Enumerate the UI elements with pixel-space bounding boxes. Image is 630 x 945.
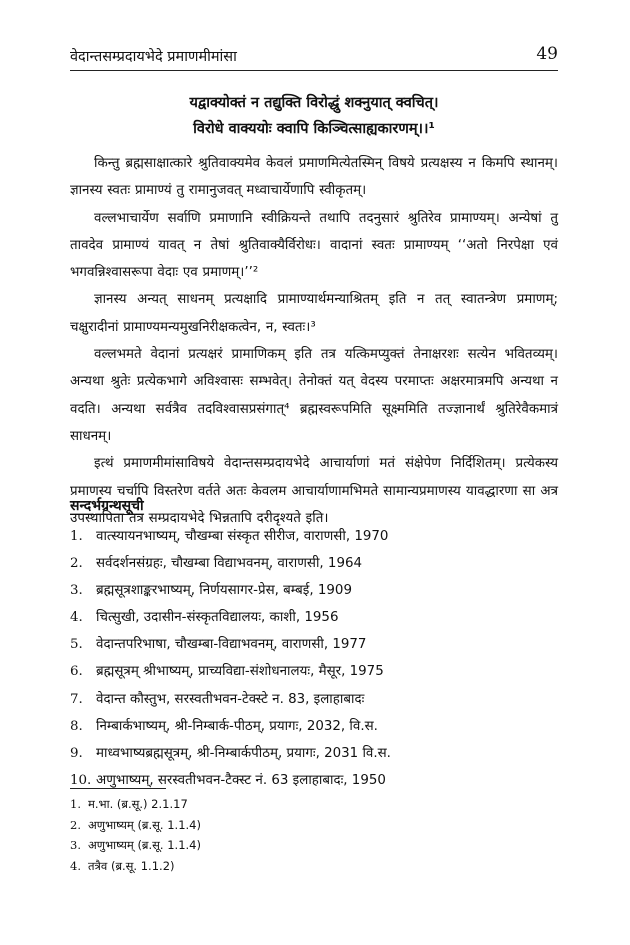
paragraph: किन्तु ब्रह्मसाक्षात्कारे श्रुतिवाक्यमेव केवलं प्रमाणमित्येतस्मिन् विषये प्रत्यक्षस्य न किमपि स्थानम्। ज्ञानस्य स्वतः प्रामाण्यं तु रामानुजवत् मध्वाचार्येणापि स्वीकृतम्। [70,156,558,199]
paragraph: वल्लभाचार्येण सर्वाणि प्रमाणानि स्वीक्रियन्ते तथापि तदनुसारं श्रुतिरेव प्रामाण्यम्। अन्येषां तु तावदेव प्रामाण्यं यावत् न तेषां श्रुतिवाक्यैर्विरोधः। वादानां स्वतः प्रामाण्यम् ‘‘अतो निरपेक्षा एवं भगवन्निश्वासरूपा वेदाः एव प्रमाणम्।’’² [70,210,558,281]
item-number: 8. [70,718,83,734]
bibliography-item [70,604,570,631]
footnote-number: 2. [70,817,81,832]
bibliography-title: सन्दर्भग्रन्थसूची [70,498,144,514]
item-text: वात्स्यायनभाष्यम्, चौखम्बा संस्कृत सीरीज, वाराणसी, 1970 [96,529,389,544]
paragraph: इत्थं प्रमाणमीमांसाविषये वेदान्तसम्प्रदायभेदे आचार्याणां मतं संक्षेपेण निर्दिशितम्। प्रत्येकस्य प्रमाणस्य चर्चापि विस्तरेण वर्तते अतः केवलम आचार्याणामभिमते सामान्यप्रमाणस्य यावद्धारणा सा अत्र उपस्थापिता तत्र सम्प्रदायभेदे भिन्नतापि दरीदृश्यते इति। [70,456,558,526]
verse-quote [70,90,558,142]
item-text: ब्रह्मसूत्रम् श्रीभाष्यम्, प्राच्यविद्या-संशोधनालयः, मैसूर, 1975 [96,664,384,680]
page-number: 49 [536,44,558,64]
item-text: वेदान्त कौस्तुभ, सरस्वतीभवन-टेक्स्टे न. 83, इलाहाबादः [96,691,365,707]
bibliography-item [70,767,570,794]
item-number: 2. [70,556,83,572]
item-text: वेदान्तपरिभाषा, चौखम्बा-विद्याभवनम्, वाराणसी, 1977 [96,637,367,653]
verse-line: यद्वाक्योक्तं न तद्युक्ति विरोद्धुं शक्नुयात् क्वचित्। [189,95,439,111]
item-number: 10. [70,772,92,788]
item-text: माध्वभाष्यब्रह्मसूत्रम्, श्री-निम्बार्कपीठम्, प्रयागः, 2031 वि.स. [96,745,391,761]
footnote-text: अणुभाष्यम् (ब्र.सू. 1.1.4) [88,838,201,852]
item-text: अणुभाष्यम्, सरस्वतीभवन-टैक्स्ट नं. 63 इलाहाबादः, 1950 [96,772,386,788]
item-number: 5. [70,637,83,653]
paragraph: ज्ञानस्य अन्यत् साधनम् प्रत्यक्षादि प्रामाण्यार्थमन्याश्रितम् इति न तत् स्वातन्त्रेण प्रमाणम्; चक्षुरादीनां प्रामाण्यमन्यमुखनिरीक्षकत्वेन, न, स्वतः।³ [70,292,558,335]
item-number: 9. [70,745,83,761]
item-text: चित्सुखी, उदासीन-संस्कृतविद्यालयः, काशी, 1956 [96,610,339,626]
footnote-text: म.भा. (ब्र.सू.) 2.1.17 [88,797,188,811]
bibliography-item [70,686,570,713]
footnote [70,856,201,877]
item-number: 6. [70,664,83,680]
item-number: 4. [70,610,83,626]
item-text: निम्बार्कभाष्यम्, श्री-निम्बार्क-पीठम्, प्रयागः, 2032, वि.स. [96,718,378,734]
running-title: वेदान्तसम्प्रदायभेदे प्रमाणमीमांसा [70,49,237,65]
body-text [70,150,558,532]
footnotes-list [70,794,201,876]
footnote-divider [70,788,166,789]
bibliography-item [70,713,570,740]
footnote-number: 4. [70,858,81,873]
footnote [70,794,201,815]
bibliography-item [70,740,570,767]
bibliography-item [70,631,570,658]
page-header [70,44,558,71]
item-text: सर्वदर्शनसंग्रहः, चौखम्बा विद्याभवनम्, वाराणसी, 1964 [96,556,363,572]
paragraph: वल्लभमते वेदानां प्रत्यक्षरं प्रामाणिकम् इति तत्र यत्किमप्युक्तं तेनाक्षरशः सत्येन भवितव्यम्। अन्यथा श्रुतेः प्रत्येकभागे अविश्वासः सम्भवेत्। तेनोक्तं यत् वेदस्य परमाप्तः अक्षरमात्रमपि अन्यथा न वदति। अन्यथा सर्वत्रैव तदविश्वासप्रसंगात्⁴ ब्रह्मस्वरूपमिति सूक्ष्ममिति तज्ज्ञानार्थं श्रुतिरेवैकमात्रं साधनम्। [70,347,558,444]
bibliography-item [70,658,570,685]
footnote-number: 3. [70,838,81,852]
item-number: 3. [70,583,83,599]
footnote-text: तत्रैव (ब्र.सू. 1.1.2) [88,858,175,873]
bibliography-list [70,523,570,794]
footnote-text: अणुभाष्यम् (ब्र.सू. 1.1.4) [88,817,201,832]
item-number: 1. [70,529,83,544]
footnote [70,835,201,856]
footnote [70,815,201,836]
item-text: ब्रह्मसूत्रशाङ्करभाष्यम्, निर्णयसागर-प्रेस, बम्बई, 1909 [96,583,352,599]
bibliography-item [70,550,570,577]
verse-line: विरोधे वाक्ययोः क्वापि किञ्चित्साह्यकारणम्।।¹ [193,121,435,137]
bibliography-item [70,577,570,604]
item-number: 7. [70,691,83,707]
footnote-number: 1. [70,797,81,811]
bibliography-item [70,523,570,550]
